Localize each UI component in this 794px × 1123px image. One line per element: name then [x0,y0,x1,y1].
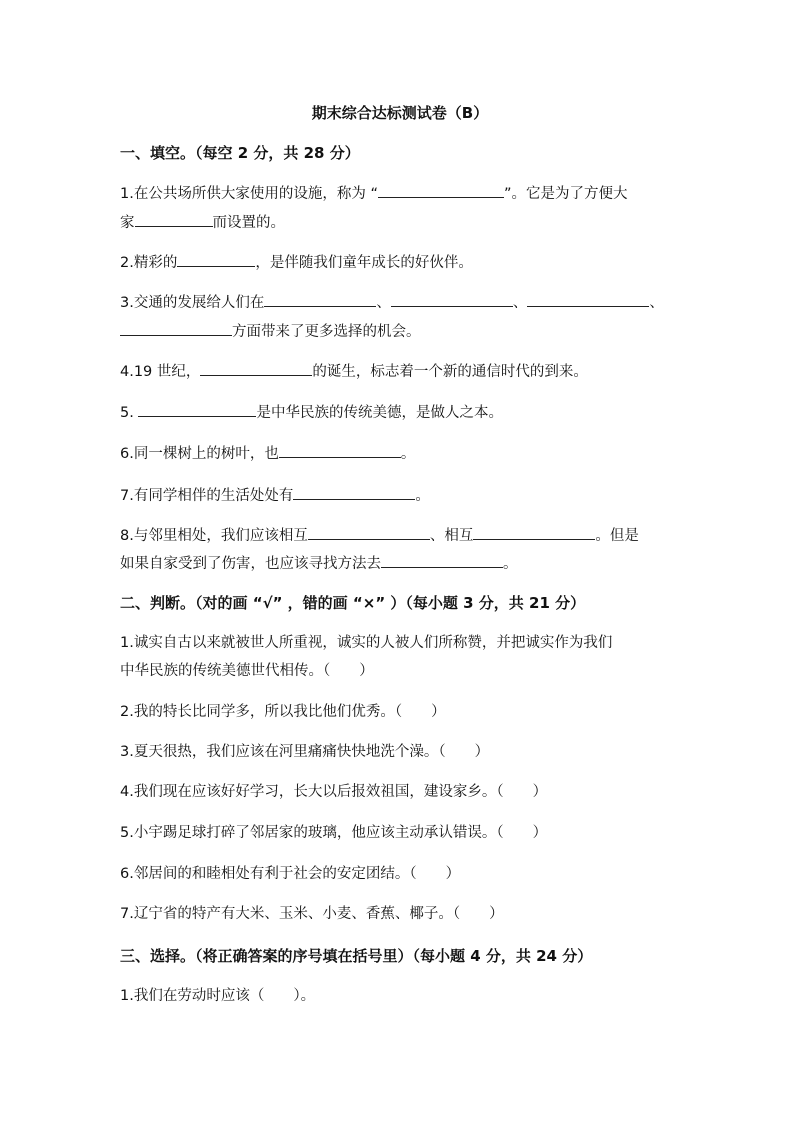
q1-line1 [120,182,627,204]
q3-text-a: 3.交通的发展给人们在 [120,295,265,311]
q5-text-a: 5. [120,405,134,421]
section1-heading: 一、填空。（每空 2 分，共 28 分） [120,144,360,162]
q3-text-b: 方面带来了更多选择的机会。 [232,324,421,340]
q1-line2 [120,211,285,233]
q1-text-c: 家 [120,215,135,231]
q8-text-d: 如果自家受到了伤害，也应该寻找方法去 [120,556,381,572]
answer-blank[interactable] [264,291,376,307]
q3-line2 [120,320,421,342]
exam-title: 期末综合达标测试卷（B） [311,104,489,122]
q7-text-a: 7.有同学相伴的生活处处有 [120,488,294,504]
q1-text-a: 1.在公共场所供大家使用的设施，称为 “ [120,186,378,202]
q8-line1 [120,524,639,546]
judge-q1-line1: 1.诚实自古以来就被世人所重视，诚实的人被人们所称赞，并把诚实作为我们 [120,635,613,651]
q3-sep: 、 [512,295,528,311]
q8-text-e: 。 [503,556,518,572]
q1-text-b: ”。它是为了方便大 [503,186,628,202]
answer-blank[interactable] [381,552,503,568]
q3-line1 [120,291,664,313]
answer-blank[interactable] [200,360,312,376]
q8-text-b: 、相互 [429,528,474,544]
answer-blank[interactable] [293,484,415,500]
q4-text-b: 的诞生，标志着一个新的通信时代的到来。 [312,364,588,380]
answer-blank[interactable] [177,251,255,267]
q7-text-b: 。 [415,488,430,504]
q6-text-a: 6.同一棵树上的树叶，也 [120,446,279,462]
q6-line [120,442,415,464]
judge-q3: 3.夏天很热，我们应该在河里痛痛快快地洗个澡。（ ） [120,744,490,760]
judge-q5: 5.小宇踢足球打碎了邻居家的玻璃，他应该主动承认错误。（ ） [120,825,548,841]
q4-line [120,360,588,382]
q8-line2 [120,552,518,574]
answer-blank[interactable] [308,524,430,540]
q2-text-a: 2.精彩的 [120,255,178,271]
answer-blank[interactable] [527,291,649,307]
answer-blank[interactable] [378,182,504,198]
judge-q6: 6.邻居间的和睦相处有利于社会的安定团结。（ ） [120,866,461,882]
answer-blank[interactable] [473,524,595,540]
judge-q2: 2.我的特长比同学多，所以我比他们优秀。（ ） [120,704,446,720]
answer-blank[interactable] [279,442,401,458]
q3-sep: 、 [649,295,664,311]
judge-q4: 4.我们现在应该好好学习，长大以后报效祖国，建设家乡。（ ） [120,784,548,800]
answer-blank[interactable] [391,291,513,307]
q7-line [120,484,430,506]
answer-blank[interactable] [138,401,256,417]
judge-q7: 7.辽宁省的特产有大米、玉米、小麦、香蕉、椰子。（ ） [120,906,504,922]
q8-text-c: 。但是 [595,528,639,544]
judge-q1-line2: 中华民族的传统美德世代相传。（ ） [120,663,374,679]
answer-blank[interactable] [135,211,213,227]
q2-line [120,251,473,273]
choice-q1: 1.我们在劳动时应该（ ）。 [120,988,316,1004]
answer-blank[interactable] [120,320,232,336]
section2-heading: 二、判断。（对的画 “√” ，错的画 “×” ）（每小题 3 分，共 21 分） [120,594,586,612]
section3-heading: 三、选择。（将正确答案的序号填在括号里）（每小题 4 分，共 24 分） [120,947,593,965]
q8-text-a: 8.与邻里相处，我们应该相互 [120,528,308,544]
q6-text-b: 。 [400,446,416,462]
q5-text-b: 是中华民族的传统美德，是做人之本。 [256,405,503,421]
q2-text-b: ，是伴随我们童年成长的好伙伴。 [255,255,473,271]
q1-text-d: 而设置的。 [212,215,285,231]
q3-sep: 、 [376,295,391,311]
q4-text-a: 4.19 世纪， [120,364,201,380]
q5-line [120,401,503,423]
